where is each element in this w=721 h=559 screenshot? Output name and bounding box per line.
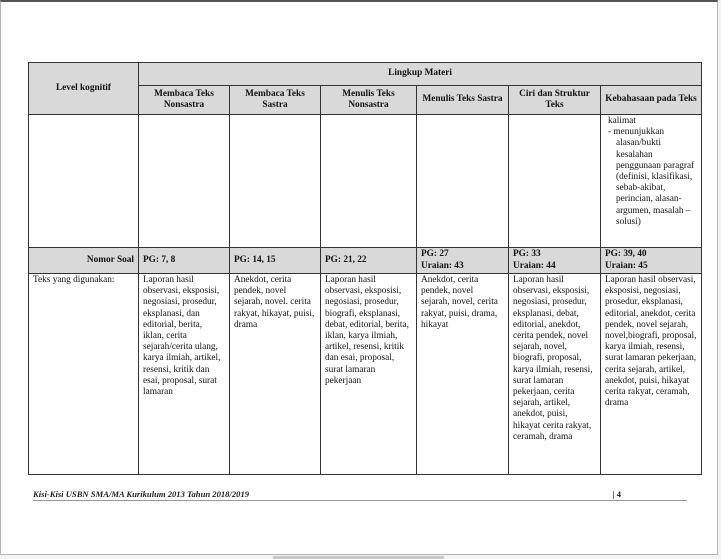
teks-cell: Laporan hasil observasi, eksposisi, negosiasi, prosedur, eksplanasi, dan editorial, berita, iklan, cerita sejarah/cerita ulang, karya ilmiah, artikel, resensi, kritik dan esai, proposal, surat lamaran <box>139 274 230 475</box>
cont-cell-level <box>29 115 139 248</box>
nomor-soal-label: Nomor Soal <box>29 248 139 274</box>
nomor-soal-line: PG: 27 <box>421 249 449 260</box>
cont-cell-kebahasaan <box>601 115 702 248</box>
nomor-soal-line: Uraian: 43 <box>421 260 464 271</box>
header-row-lingkup <box>29 63 702 86</box>
teks-cell: Laporan hasil observasi, eksposisi, negosiasi, prosedur, eksplanasi, editorial, anekdot, cerita pendek, novel sejarah, novel,biografi, proposal, karya ilmiah, resensi, surat lamaran pekerjaan, cerita sejarah, artikel, anekdot, puisi, hikayat cerita rakyat, ceramah, drama <box>601 274 702 475</box>
nomor-soal-cell <box>230 248 321 274</box>
footer-title: Kisi-Kisi USBN SMA/MA Kurikulum 2013 Tahun 2018/2019 <box>33 489 250 499</box>
cont-cell-2 <box>230 115 321 248</box>
nomor-soal-line: Uraian: 44 <box>513 260 556 271</box>
nomor-soal-line: Uraian: 45 <box>605 260 648 271</box>
nomor-soal-cell <box>601 248 702 274</box>
teks-cell: Anekdot, cerita pendek, novel sejarah, novel. cerita rakyat, hikayat, puisi, drama <box>230 274 321 475</box>
header-col-menulis-sastra: Menulis Teks Sastra <box>417 86 509 115</box>
nomor-soal-row <box>29 248 702 274</box>
kisi-kisi-table-container <box>28 62 701 475</box>
header-col-membaca-sastra: Membaca Teks Sastra <box>230 86 321 115</box>
nomor-soal-cell <box>417 248 509 274</box>
nomor-soal-line: PG: 14, 15 <box>234 254 276 265</box>
cont-cell-4 <box>417 115 509 248</box>
continuation-row <box>29 115 702 248</box>
header-col-kebahasaan: Kebahasaan pada Teks <box>601 86 702 115</box>
header-col-ciri-struktur: Ciri dan Struktur Teks <box>509 86 601 115</box>
header-col-menulis-nonsastra: Menulis Teks Nonsastra <box>321 86 417 115</box>
nomor-soal-line: PG: 21, 22 <box>325 254 367 265</box>
cont-line-kalimat: kalimat <box>608 116 636 126</box>
page-number: | 4 <box>612 489 621 499</box>
teks-cell: Anekdot, cerita pendek, novel sejarah, novel, cerita rakyat, puisi, drama, hikayat <box>417 274 509 475</box>
nomor-soal-cell <box>509 248 601 274</box>
page-footer <box>33 489 687 501</box>
nomor-soal-cell <box>139 248 230 274</box>
cont-cell-5 <box>509 115 601 248</box>
cont-bullet-alasan: - menunjukkan alasan/bukti kesalahan penggunaan paragraf (definisi, klasifikasi, sebab-akibat, perincian, alasan- argumen, masalah – solusi) <box>608 127 695 227</box>
teks-digunakan-label: Teks yang digunakan: <box>29 274 139 475</box>
cont-cell-3 <box>321 115 417 248</box>
nomor-soal-line: PG: 39, 40 <box>605 249 647 260</box>
nomor-soal-cell <box>321 248 417 274</box>
teks-cell: Laporan hasil observasi, eksposisi, negosiasi, prosedur, eksplanasi, debat, editorial, anekdot, cerita pendek, novel sejarah, novel, biografi, proposal, karya ilmiah, resensi, surat lamaran pekerjaan, cerita sejarah, artikel, anekdot, puisi, hikayat cerita rakyat, ceramah, drama <box>509 274 601 475</box>
header-col-membaca-nonsastra: Membaca Teks Nonsastra <box>139 86 230 115</box>
teks-digunakan-row <box>29 274 702 475</box>
teks-cell: Laporan hasil observasi, eksposisi, negosiasi, prosedur, biografi, eksplanasi, debat, editorial, berita, iklan, karya ilmiah, artikel, resensi, kritik dan esai, proposal, surat lamaran pekerjaan <box>321 274 417 475</box>
header-lingkup-materi: Lingkup Materi <box>139 63 702 86</box>
kisi-kisi-table <box>28 62 702 475</box>
cont-cell-1 <box>139 115 230 248</box>
header-level-kognitif: Level kognitif <box>29 63 139 115</box>
nomor-soal-line: PG: 33 <box>513 249 541 260</box>
nomor-soal-line: PG: 7, 8 <box>143 254 176 265</box>
